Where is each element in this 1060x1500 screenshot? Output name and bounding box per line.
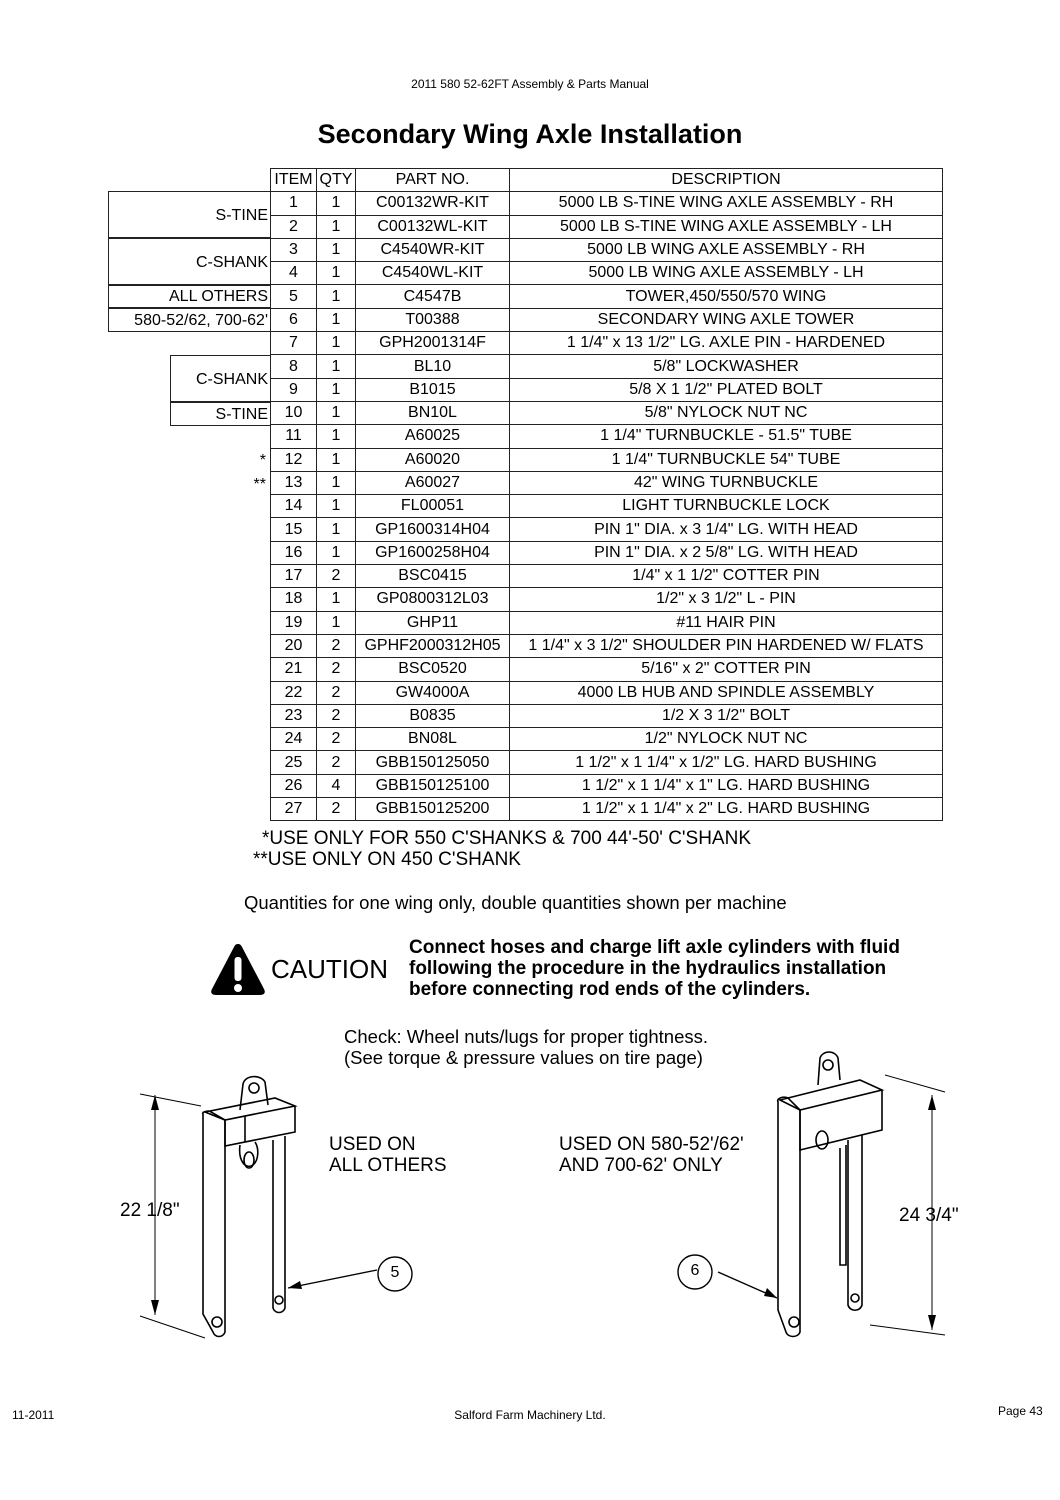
caution-line-1: Connect hoses and charge lift axle cylinders with fluid <box>409 937 900 958</box>
cell-part-no: A60020 <box>356 448 510 471</box>
cell-item: 22 <box>271 681 317 704</box>
caution-label: CAUTION <box>271 954 388 984</box>
cell-item: 15 <box>271 518 317 541</box>
cell-part-no: C4540WR-KIT <box>356 238 510 261</box>
footnote-double-star: **USE ONLY ON 450 C'SHANK <box>253 849 521 870</box>
right-tower-dimension: 24 3/4" <box>899 1205 959 1226</box>
cell-part-no: GPH2001314F <box>356 332 510 355</box>
cell-item: 16 <box>271 541 317 564</box>
cell-part-no: T00388 <box>356 308 510 331</box>
table-row <box>271 541 943 564</box>
table-row <box>271 611 943 634</box>
cell-part-no: A60025 <box>356 425 510 448</box>
column-header-description: DESCRIPTION <box>510 169 943 192</box>
table-row <box>271 495 943 518</box>
cell-part-no: GP0800312L03 <box>356 588 510 611</box>
cell-part-no: BL10 <box>356 355 510 378</box>
cell-description: 5/16" x 2" COTTER PIN <box>510 658 943 681</box>
cell-description: TOWER,450/550/570 WING <box>510 285 943 308</box>
cell-description: 1/4" x 1 1/2" COTTER PIN <box>510 565 943 588</box>
cell-description: SECONDARY WING AXLE TOWER <box>510 308 943 331</box>
right-tower-label-line-2: AND 700-62' ONLY <box>559 1155 723 1176</box>
table-row <box>271 471 943 494</box>
cell-qty: 1 <box>317 588 356 611</box>
cell-description: 1 1/4" TURNBUCKLE - 51.5" TUBE <box>510 425 943 448</box>
cell-item: 11 <box>271 425 317 448</box>
cell-qty: 1 <box>317 215 356 238</box>
cell-description: 5/8" NYLOCK NUT NC <box>510 401 943 424</box>
cell-item: 12 <box>271 448 317 471</box>
cell-qty: 1 <box>317 378 356 401</box>
cell-description: 5/8" LOCKWASHER <box>510 355 943 378</box>
footer-date: 11-2011 <box>12 1408 55 1422</box>
note-marker-single: * <box>259 452 266 469</box>
cell-qty: 2 <box>317 704 356 727</box>
table-row <box>271 378 943 401</box>
cell-item: 3 <box>271 238 317 261</box>
group-label-cshank: C-SHANK <box>108 238 271 285</box>
cell-description: 1 1/2" x 1 1/4" x 2" LG. HARD BUSHING <box>510 798 943 821</box>
cell-part-no: C00132WR-KIT <box>356 192 510 215</box>
table-row <box>271 285 943 308</box>
cell-qty: 2 <box>317 681 356 704</box>
cell-item: 18 <box>271 588 317 611</box>
cell-description: 4000 LB HUB AND SPINDLE ASSEMBLY <box>510 681 943 704</box>
cell-description: 1 1/2" x 1 1/4" x 1/2" LG. HARD BUSHING <box>510 751 943 774</box>
cell-qty: 4 <box>317 774 356 797</box>
table-row <box>271 355 943 378</box>
left-tower-dimension: 22 1/8" <box>120 1200 180 1221</box>
callout-number-6: 6 <box>690 1262 700 1279</box>
check-line-2: (See torque & pressure values on tire page) <box>344 1047 703 1068</box>
table-row <box>271 425 943 448</box>
parts-table-body <box>271 192 943 821</box>
cell-item: 10 <box>271 401 317 424</box>
check-note <box>344 1026 708 1068</box>
cell-qty: 1 <box>317 495 356 518</box>
footer-company: Salford Farm Machinery Ltd. <box>454 1408 606 1422</box>
table-header-row <box>271 169 943 192</box>
group-label-stine-hardware: S-TINE <box>170 402 271 426</box>
table-row <box>271 308 943 331</box>
table-row <box>271 634 943 657</box>
column-header-part-no: PART NO. <box>356 169 510 192</box>
cell-description: 1/2" x 3 1/2" L - PIN <box>510 588 943 611</box>
cell-qty: 2 <box>317 658 356 681</box>
cell-qty: 1 <box>317 401 356 424</box>
table-row <box>271 751 943 774</box>
table-row <box>271 262 943 285</box>
cell-description: LIGHT TURNBUCKLE LOCK <box>510 495 943 518</box>
group-label-all-others: ALL OTHERS <box>108 285 271 308</box>
cell-qty: 1 <box>317 192 356 215</box>
cell-item: 8 <box>271 355 317 378</box>
caution-line-3: before connecting rod ends of the cylinders. <box>409 979 811 1000</box>
table-row <box>271 518 943 541</box>
cell-part-no: BN08L <box>356 728 510 751</box>
footnote-single-star: *USE ONLY FOR 550 C'SHANKS & 700 44'-50' C'SHANK <box>262 828 751 849</box>
table-row <box>271 215 943 238</box>
left-tower-label-line-1: USED ON <box>329 1134 416 1155</box>
cell-qty: 2 <box>317 728 356 751</box>
cell-item: 9 <box>271 378 317 401</box>
cell-description: 5/8 X 1 1/2" PLATED BOLT <box>510 378 943 401</box>
cell-part-no: GBB150125100 <box>356 774 510 797</box>
cell-qty: 1 <box>317 471 356 494</box>
cell-part-no: GPHF2000312H05 <box>356 634 510 657</box>
cell-item: 7 <box>271 332 317 355</box>
cell-part-no: FL00051 <box>356 495 510 518</box>
cell-part-no: C4547B <box>356 285 510 308</box>
cell-qty: 1 <box>317 611 356 634</box>
parts-table <box>270 168 943 821</box>
table-row <box>271 774 943 797</box>
cell-item: 24 <box>271 728 317 751</box>
cell-part-no: C4540WL-KIT <box>356 262 510 285</box>
cell-item: 25 <box>271 751 317 774</box>
cell-qty: 1 <box>317 262 356 285</box>
cell-description: 1/2" NYLOCK NUT NC <box>510 728 943 751</box>
cell-qty: 1 <box>317 518 356 541</box>
cell-description: 5000 LB S-TINE WING AXLE ASSEMBLY - RH <box>510 192 943 215</box>
cell-description: 5000 LB S-TINE WING AXLE ASSEMBLY - LH <box>510 215 943 238</box>
cell-description: 1 1/4" x 13 1/2" LG. AXLE PIN - HARDENED <box>510 332 943 355</box>
caution-message <box>409 937 900 1000</box>
cell-item: 21 <box>271 658 317 681</box>
cell-description: 1 1/4" TURNBUCKLE 54" TUBE <box>510 448 943 471</box>
cell-qty: 1 <box>317 238 356 261</box>
table-row <box>271 704 943 727</box>
cell-part-no: GW4000A <box>356 681 510 704</box>
cell-item: 2 <box>271 215 317 238</box>
footer-page-number: Page 43 <box>998 1404 1043 1418</box>
check-line-1: Check: Wheel nuts/lugs for proper tightness. <box>344 1026 709 1047</box>
cell-part-no: A60027 <box>356 471 510 494</box>
callout-number-5: 5 <box>390 1264 400 1281</box>
page-title: Secondary Wing Axle Installation <box>317 119 743 149</box>
table-row <box>271 332 943 355</box>
cell-part-no: GBB150125050 <box>356 751 510 774</box>
cell-item: 14 <box>271 495 317 518</box>
cell-item: 19 <box>271 611 317 634</box>
cell-description: 1 1/2" x 1 1/4" x 1" LG. HARD BUSHING <box>510 774 943 797</box>
cell-item: 13 <box>271 471 317 494</box>
cell-description: PIN 1" DIA. x 2 5/8" LG. WITH HEAD <box>510 541 943 564</box>
cell-qty: 2 <box>317 798 356 821</box>
cell-part-no: BSC0415 <box>356 565 510 588</box>
table-row <box>271 565 943 588</box>
cell-description: 1 1/4" x 3 1/2" SHOULDER PIN HARDENED W/ FLATS <box>510 634 943 657</box>
table-row <box>271 798 943 821</box>
cell-item: 1 <box>271 192 317 215</box>
cell-description: PIN 1" DIA. x 3 1/4" LG. WITH HEAD <box>510 518 943 541</box>
cell-part-no: GP1600314H04 <box>356 518 510 541</box>
cell-part-no: GP1600258H04 <box>356 541 510 564</box>
table-row <box>271 401 943 424</box>
table-row <box>271 681 943 704</box>
cell-qty: 2 <box>317 751 356 774</box>
cell-description: 42" WING TURNBUCKLE <box>510 471 943 494</box>
cell-qty: 2 <box>317 565 356 588</box>
document-header: 2011 580 52-62FT Assembly & Parts Manual <box>411 77 649 91</box>
cell-item: 27 <box>271 798 317 821</box>
left-tower-label-line-2: ALL OTHERS <box>329 1155 447 1176</box>
cell-part-no: GHP11 <box>356 611 510 634</box>
group-label-cshank-hardware: C-SHANK <box>170 355 271 402</box>
cell-qty: 1 <box>317 332 356 355</box>
table-row <box>271 238 943 261</box>
column-header-qty: QTY <box>317 169 356 192</box>
cell-part-no: BN10L <box>356 401 510 424</box>
cell-item: 20 <box>271 634 317 657</box>
table-row <box>271 588 943 611</box>
caution-line-2: following the procedure in the hydraulics installation <box>409 958 887 979</box>
cell-item: 17 <box>271 565 317 588</box>
cell-description: 5000 LB WING AXLE ASSEMBLY - LH <box>510 262 943 285</box>
table-row <box>271 448 943 471</box>
cell-qty: 1 <box>317 285 356 308</box>
cell-part-no: GBB150125200 <box>356 798 510 821</box>
cell-item: 6 <box>271 308 317 331</box>
cell-item: 26 <box>271 774 317 797</box>
cell-qty: 1 <box>317 541 356 564</box>
cell-part-no: B1015 <box>356 378 510 401</box>
group-label-stine: S-TINE <box>108 191 271 238</box>
cell-item: 5 <box>271 285 317 308</box>
cell-item: 23 <box>271 704 317 727</box>
cell-description: #11 HAIR PIN <box>510 611 943 634</box>
cell-part-no: BSC0520 <box>356 658 510 681</box>
note-marker-double: ** <box>253 476 266 493</box>
cell-qty: 1 <box>317 308 356 331</box>
cell-part-no: B0835 <box>356 704 510 727</box>
group-label-580-700: 580-52/62, 700-62' <box>108 308 271 332</box>
cell-qty: 1 <box>317 355 356 378</box>
table-row <box>271 192 943 215</box>
table-row <box>271 658 943 681</box>
cell-description: 5000 LB WING AXLE ASSEMBLY - RH <box>510 238 943 261</box>
right-tower-label-line-1: USED ON 580-52'/62' <box>559 1134 744 1155</box>
quantities-note: Quantities for one wing only, double quantities shown per machine <box>244 892 787 913</box>
column-header-item: ITEM <box>271 169 317 192</box>
table-row <box>271 728 943 751</box>
cell-part-no: C00132WL-KIT <box>356 215 510 238</box>
cell-qty: 2 <box>317 634 356 657</box>
cell-item: 4 <box>271 262 317 285</box>
cell-qty: 1 <box>317 425 356 448</box>
cell-description: 1/2 X 3 1/2" BOLT <box>510 704 943 727</box>
cell-qty: 1 <box>317 448 356 471</box>
right-tower-drawing <box>700 1040 970 1350</box>
warning-triangle-icon <box>209 941 267 997</box>
left-tower-drawing <box>135 1070 395 1350</box>
